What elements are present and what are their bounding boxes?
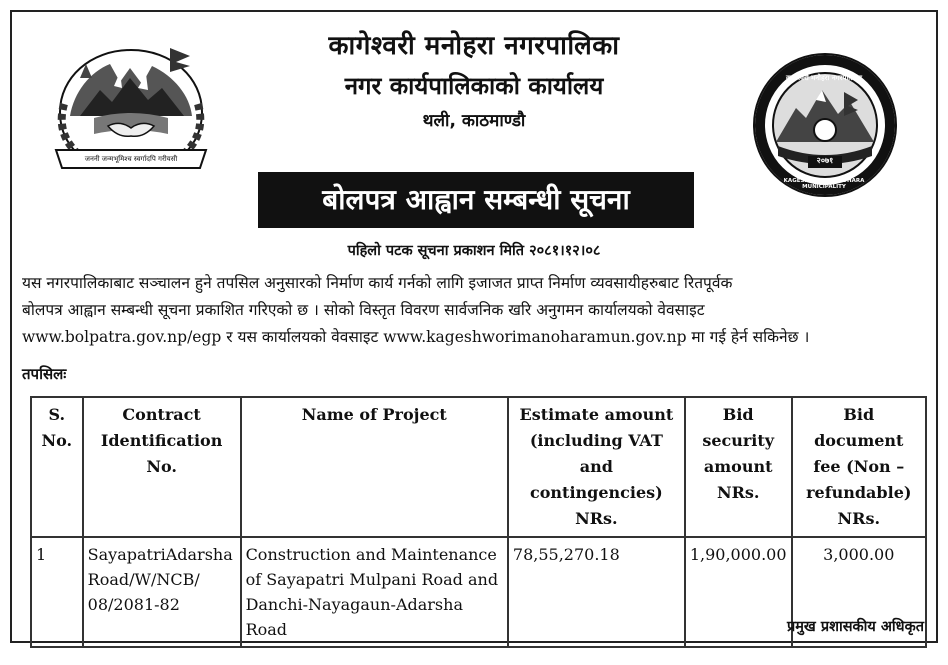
header-line: S.: [48, 405, 66, 424]
header-line: (including VAT: [529, 431, 663, 450]
header-line: NRs.: [837, 509, 881, 528]
notice-title: बोलपत्र आह्वान सम्बन्धी सूचना: [258, 172, 694, 228]
signatory-title: प्रमुख प्रशासकीय अधिकृत: [787, 619, 924, 635]
cell-line: Construction and Maintenance: [245, 545, 497, 564]
header-bid-security: [685, 397, 792, 537]
header-sn: [31, 397, 83, 537]
header-project-name: [241, 397, 508, 537]
cell-line: 08/2081-82: [87, 595, 180, 614]
notice-body-line: बोलपत्र आह्वान सम्बन्धी सूचना प्रकाशित गरिएको छ । सोको विस्तृत विवरण सार्वजनिक खरि अनुगमन कार्यालयको वेवसाइट: [22, 301, 705, 319]
header-line: security: [702, 431, 775, 450]
municipality-name: कागेश्वरी मनोहरा नगरपालिका: [328, 31, 620, 61]
cell-contract-id: [83, 537, 241, 647]
notice-body: [22, 270, 926, 351]
emblem-motto: जननी जन्मभूमिश्च स्वर्गादपि गरीयसी: [84, 155, 178, 163]
header-line: NRs.: [575, 509, 618, 528]
contracts-table: [30, 396, 927, 648]
header-line: Name of Project: [301, 405, 447, 424]
header-line: NRs.: [716, 483, 760, 502]
office-address: थली, काठमाण्डौ: [422, 111, 526, 131]
seal-text: कागेश्वरी मनोहरा नगरपालिका: [785, 74, 863, 82]
cell-line: of Sayapatri Mulpani Road and: [245, 570, 499, 589]
header-line: refundable): [806, 483, 912, 502]
seal-year: २०७१: [816, 156, 834, 165]
office-name: नगर कार्यपालिकाको कार्यालय: [344, 72, 604, 100]
header-line: Identification: [100, 431, 223, 450]
header-line: Bid: [722, 405, 754, 424]
header-line: No.: [41, 431, 73, 450]
cell-line: Road/W/NCB/: [87, 570, 200, 589]
header-line: Estimate amount: [519, 405, 674, 424]
header-document-fee: [792, 397, 926, 537]
cell-project-name: [241, 537, 508, 647]
header-line: Contract: [122, 405, 201, 424]
seal-text-english: KAGESHWORI MANOHARA MUNICIPALITY: [783, 178, 865, 190]
header-line: fee (Non –: [813, 457, 905, 476]
details-label: तपसिलः: [22, 365, 67, 383]
notice-body-line: www.bolpatra.gov.np/egp र यस कार्यालयको वेवसाइट www.kageshworimanoharamun.gov.np मा गई हेर्न सकिनेछ ।: [22, 328, 810, 346]
cell-document-fee: 3,000.00: [792, 537, 926, 647]
table-header-row: [31, 397, 926, 537]
letterhead: [252, 26, 696, 136]
notice-document: [10, 10, 938, 643]
header-line: Bid document: [814, 405, 904, 450]
header-line: No.: [146, 457, 177, 476]
publish-date: पहिलो पटक सूचना प्रकाशन मिति २०८१।१२।०८: [347, 243, 601, 259]
header-line: and contingencies): [530, 457, 663, 502]
header-contract-id: [83, 397, 241, 537]
header-estimate-amount: [508, 397, 685, 537]
cell-estimate-amount: 78,55,270.18: [508, 537, 685, 647]
notice-body-line: यस नगरपालिकाबाट सञ्चालन हुने तपसिल अनुसारको निर्माण कार्य गर्नको लागि इजाजत प्राप्त निर्माण व्यवसायीहरुबाट रितपूर्वक: [22, 274, 733, 292]
cell-line: SayapatriAdarsha: [87, 545, 233, 564]
cell-bid-security: 1,90,000.00: [685, 537, 792, 647]
header-line: amount: [703, 457, 773, 476]
cell-line: Danchi-Nayagaun-Adarsha Road: [245, 595, 463, 639]
cell-sn: 1: [31, 537, 83, 647]
